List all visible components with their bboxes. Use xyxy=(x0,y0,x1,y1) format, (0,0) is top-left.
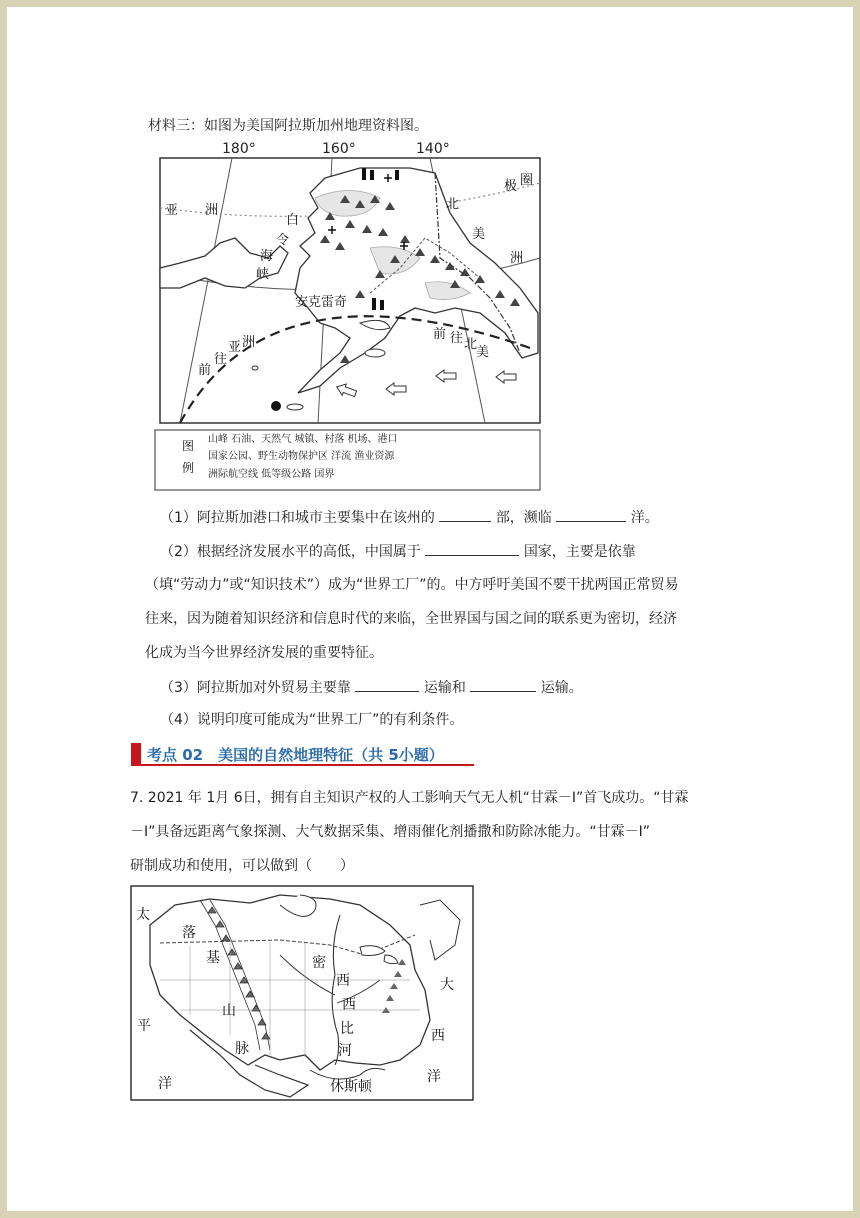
map-label: 美 xyxy=(476,345,490,360)
legend-title: 图 xyxy=(182,439,195,453)
q3-text-b: 运输和 xyxy=(423,680,466,696)
q1-blank-1[interactable] xyxy=(439,507,491,522)
legend-row: 国家公园、野生动物保护区 洋流 渔业资源 xyxy=(208,451,395,462)
map-label: 洲 xyxy=(205,203,219,218)
heading-text: 考点 02 美国的自然地理特征（共 5小题） xyxy=(147,746,444,764)
map-label: 前 xyxy=(433,327,447,342)
q1-blank-2[interactable] xyxy=(556,507,626,522)
houston-label: 休斯顿 xyxy=(330,1079,372,1095)
heading-marker xyxy=(131,743,141,765)
question-7-line3: 研制成功和使用，可以做到（ ） xyxy=(130,858,354,874)
q3-text-c: 运输。 xyxy=(540,680,583,696)
map-label: 亚 xyxy=(228,340,242,355)
q1-text-c: 洋。 xyxy=(630,510,659,526)
lon-label: 180° xyxy=(222,141,256,157)
legend-row: 洲际航空线 低等级公路 国界 xyxy=(208,469,335,480)
map-label: 西 xyxy=(342,997,356,1013)
lon-label: 160° xyxy=(322,141,356,157)
map-label: 圈 xyxy=(520,173,534,188)
map-label: 太 xyxy=(136,907,150,923)
legend-title: 例 xyxy=(182,461,195,475)
north-america-map xyxy=(130,885,475,1103)
map-label: 密 xyxy=(312,955,326,971)
alaska-map xyxy=(150,138,545,498)
question-2-line4: 化成为当今世界经济发展的重要特征。 xyxy=(145,645,383,661)
map-label: 极 xyxy=(504,179,518,194)
question-1 xyxy=(160,507,659,528)
map-label: 前 xyxy=(198,363,212,378)
map-label: 洋 xyxy=(427,1069,441,1085)
q3-text-a: （3）阿拉斯加对外贸易主要靠 xyxy=(160,680,351,696)
q2-text-b: 国家，主要是依靠 xyxy=(523,544,636,560)
q3-blank-2[interactable] xyxy=(470,677,536,692)
map-label: 比 xyxy=(340,1021,354,1037)
question-7-line1: 7. 2021 年 1月 6日，拥有自主知识产权的人工影响天气无人机“甘霖－Ⅰ”首飞成功。“甘霖 xyxy=(130,790,689,806)
map-label: 亚 xyxy=(165,203,179,218)
map-label: 大 xyxy=(440,977,454,993)
map-label: 洲 xyxy=(242,335,256,350)
anchorage-label: 安克雷奇 xyxy=(295,295,348,310)
map-label: 峡 xyxy=(256,267,270,282)
question-2-line2: （填“劳动力”或“知识技术”）成为“世界工厂”的。中方呼吁美国不要干扰两国正常贸易 xyxy=(145,577,679,593)
lon-label: 140° xyxy=(416,141,450,157)
q2-text-a: （2）根据经济发展水平的高低，中国属于 xyxy=(160,544,421,560)
question-2-line1 xyxy=(160,541,636,562)
map-label: 北 xyxy=(464,337,478,352)
map-label: 白 xyxy=(286,213,300,228)
map-label: 北 xyxy=(446,197,460,212)
question-7-line2: －Ⅰ”具备远距离气象探测、大气数据采集、增雨催化剂播撒和防除冰能力。“甘霖－Ⅰ” xyxy=(130,824,651,840)
map-label: 令 xyxy=(276,233,290,248)
question-2-line3: 往来，因为随着知识经济和信息时代的来临，全世界国与国之间的联系更为密切，经济 xyxy=(145,611,677,627)
map-label: 往 xyxy=(214,352,228,367)
q1-text-b: 部，濒临 xyxy=(495,510,552,526)
map-label: 海 xyxy=(260,249,274,264)
map-label: 洋 xyxy=(158,1076,172,1092)
map-label: 脉 xyxy=(235,1041,249,1057)
legend-row: 山峰 石油、天然气 城镇、村落 机场、港口 xyxy=(208,434,398,445)
map-label: 河 xyxy=(338,1043,352,1059)
question-3 xyxy=(160,677,583,698)
material-title: 材料三：如图为美国阿拉斯加州地理资料图。 xyxy=(148,118,428,134)
map-label: 往 xyxy=(450,331,464,346)
q1-text-a: （1）阿拉斯加港口和城市主要集中在该州的 xyxy=(160,510,435,526)
map-label: 美 xyxy=(472,227,486,242)
heading-underline xyxy=(131,764,474,766)
map-label: 基 xyxy=(206,950,220,966)
map-label: 平 xyxy=(137,1018,151,1034)
map-label: 落 xyxy=(182,925,196,941)
map-label: 西 xyxy=(336,973,350,989)
map-label: 西 xyxy=(431,1028,445,1044)
map-label: 洲 xyxy=(510,251,524,266)
q3-blank-1[interactable] xyxy=(355,677,419,692)
q2-blank[interactable] xyxy=(425,541,519,556)
map-label: 山 xyxy=(222,1003,236,1019)
question-4: （4）说明印度可能成为“世界工厂”的有利条件。 xyxy=(160,712,464,728)
